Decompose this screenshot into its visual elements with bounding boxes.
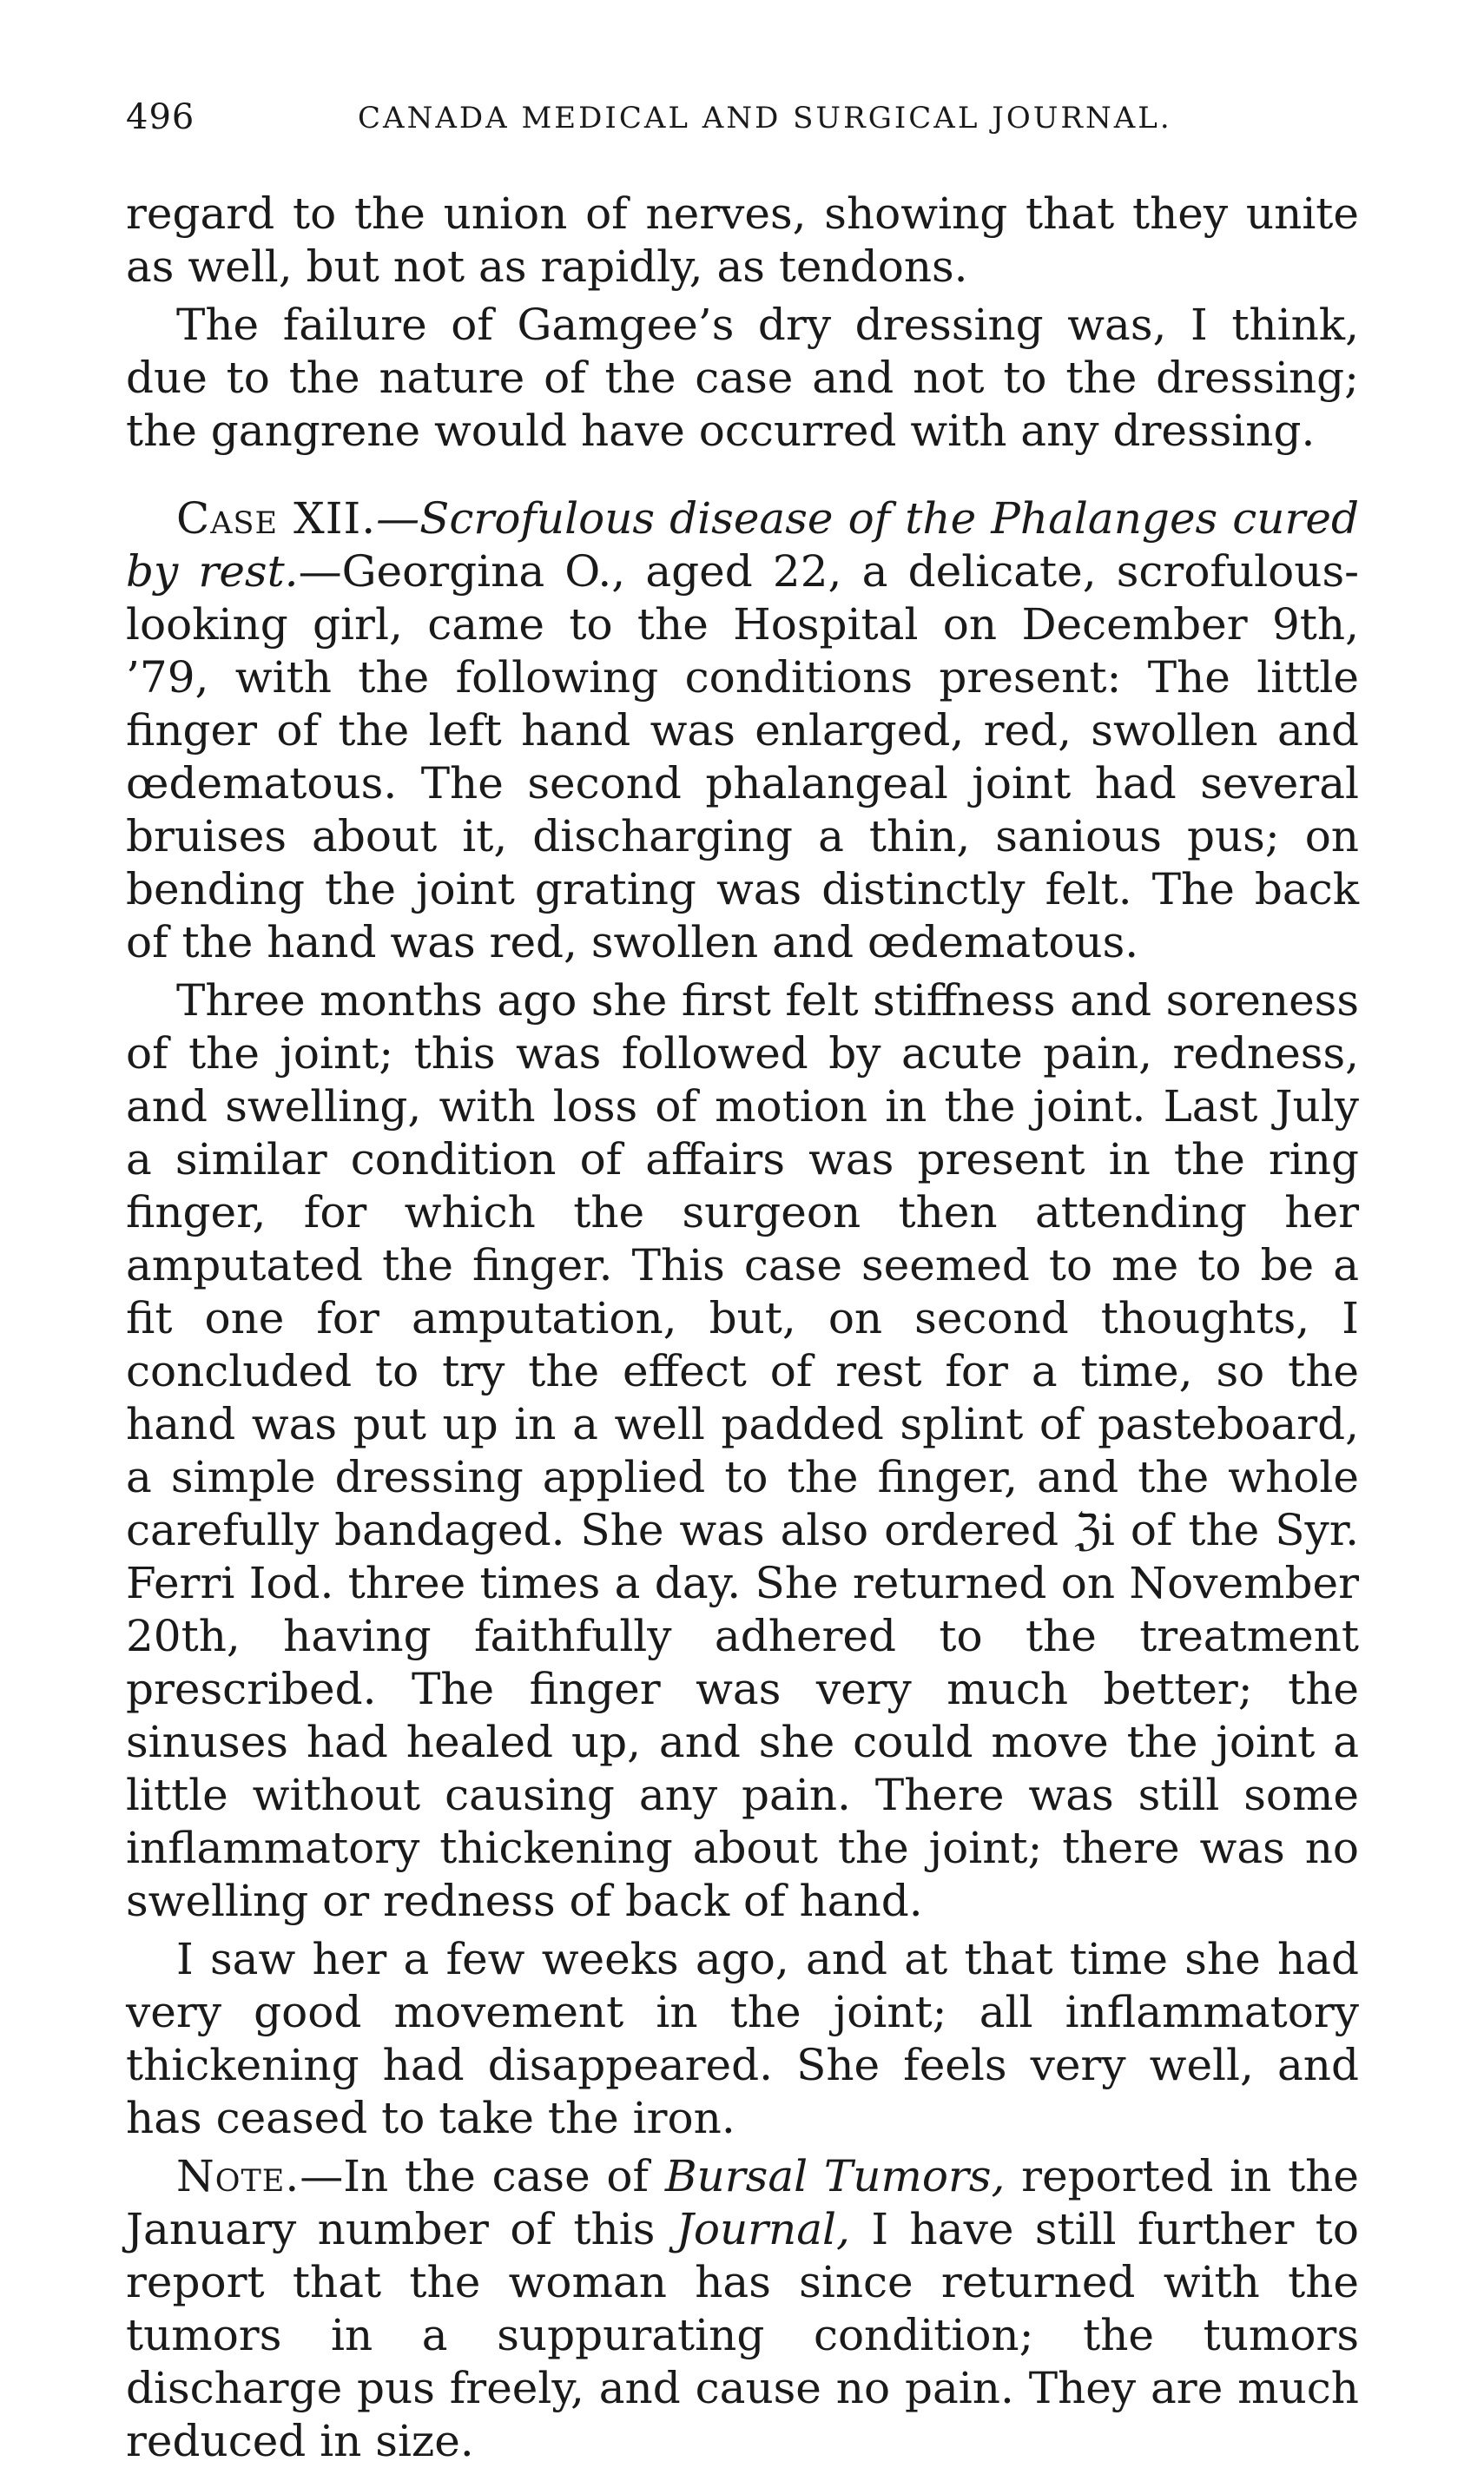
article-body — [126, 188, 1359, 2468]
page-number: 496 — [126, 97, 195, 137]
paragraph-nerve-union: regard to the union of nerves, showing that they unite as well, but not as rapidly, as tendons. — [126, 188, 1359, 292]
case-title: —Scrofulous disease of the Phalanges cured by rest. — [126, 493, 1359, 597]
note-text-a: —In the case of — [300, 2151, 665, 2201]
case-description: —Georgina O., aged 22, a delicate, scrofulous-looking girl, came to the Hospital on December 9th, ’79, with the following conditions present: The little finger of the left hand was enlarged, red, swollen and œdematous. The second phalangeal joint had several bruises about it, discharging a thin, sanious pus; on bending the joint grating was distinctly felt. The back of the hand was red, swollen and œdematous. — [126, 546, 1359, 967]
paragraph-gamgee-dressing: The failure of Gamgee’s dry dressing was, I think, due to the nature of the case and not to the dressing; the gangrene would have occurred with any dressing. — [126, 300, 1359, 456]
running-head — [126, 97, 1359, 149]
paragraph-history-treatment: Three months ago she first felt stiffness and soreness of the joint; this was followed by acute pain, redness, and swelling, with loss of motion in the joint. Last July a similar condition of affairs was present in the ring finger, for which the surgeon then attending her amputated the finger. This case seemed to me to be a fit one for amputation, but, on second thoughts, I concluded to try the effect of rest for a time, so the hand was put up in a well padded splint of pasteboard, a simple dressing applied to the finger, and the whole carefully bandaged. She was also ordered ℨi of the Syr. Ferri Iod. three times a day. She returned on November 20th, having faithfully adhered to the treatment prescribed. The finger was very much better; the sinuses had healed up, and she could move the joint a little without causing any pain. There was still some inflammatory thickening about the joint; there was no swelling or redness of back of hand. — [126, 975, 1359, 1926]
case-label: Case XII. — [176, 493, 377, 544]
note-label: Note. — [176, 2151, 300, 2201]
paragraph-case-xii — [126, 492, 1359, 969]
note-italic-bursal: Bursal Tumors, — [664, 2151, 1006, 2201]
note-text-c: I have still further to report that the woman has since returned with the tumors in a suppurating condition; the tumors discharge pus freely, and cause no pain. They are much reduced in size. — [126, 2204, 1359, 2466]
paragraph-note — [126, 2150, 1359, 2468]
note-italic-journal: Journal, — [676, 2204, 850, 2254]
journal-title: CANADA MEDICAL AND SURGICAL JOURNAL. — [358, 101, 1172, 135]
paragraph-follow-up: I saw her a few weeks ago, and at that time she had very good movement in the joint; all inflammatory thickening had disappeared. She feels very well, and has ceased to take the iron. — [126, 1934, 1359, 2143]
note-text-b: reported in the January number of this — [126, 2151, 1359, 2254]
